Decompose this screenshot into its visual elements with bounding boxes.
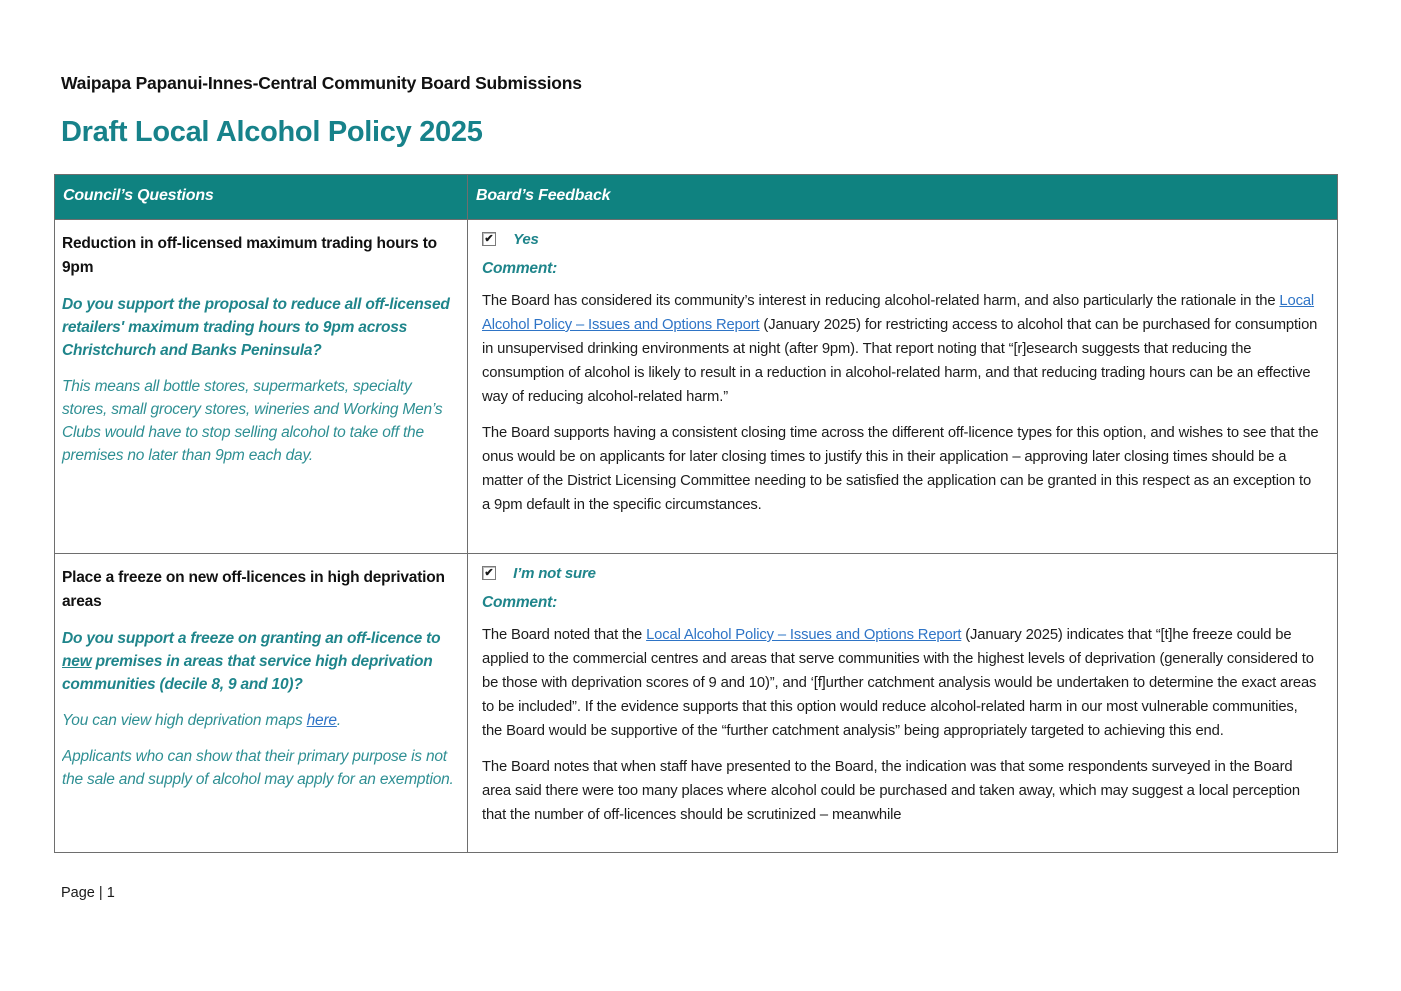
submissions-table xyxy=(54,174,1338,853)
feedback-cell xyxy=(468,220,1338,554)
here-link[interactable]: here xyxy=(306,712,337,729)
paragraph-text: (January 2025) for restricting access to alcohol that can be purchased for consumption in unsupervised drinking environments at night (after 9pm). That report noting that “[r]esearch suggests that reducing the consumption of alcohol is likely to result in a reduction in alcohol-related harm, and that reducing trading hours can be an effective way of reducing alcohol-related harm.” xyxy=(482,317,1318,405)
answer-checkbox[interactable] xyxy=(482,232,496,246)
question-heading: Reduction in off-licensed maximum trading hours to 9pm xyxy=(62,235,437,276)
feedback-paragraph: The Board notes that when staff have presented to the Board, the indication was that some respondents surveyed in the Board area said there were too many places where alcohol could be purchased and taken away, which may suggest a local perception that the number of off-licences should be scrutinized – meanwhile xyxy=(482,759,1300,823)
answer-checkbox[interactable] xyxy=(482,566,496,580)
answer-line xyxy=(482,231,1321,248)
report-link[interactable]: Local Alcohol Policy – Issues and Options Report xyxy=(646,627,962,643)
cell-content xyxy=(62,566,459,804)
question-prompt: Do you support the proposal to reduce all off-licensed retailers' maximum trading hours to 9pm across Christchurch and Banks Peninsula? xyxy=(62,296,450,359)
checkmark-icon: ✔ xyxy=(484,233,494,245)
question-cell xyxy=(55,220,468,554)
question-note xyxy=(62,709,459,732)
paragraph-text: The Board noted that the xyxy=(482,627,647,643)
table-row xyxy=(55,220,1338,554)
feedback-paragraph: The Board supports having a consistent closing time across the different off-licence types for this option, and wishes to see that the onus would be on applicants for later closing times to justify this in their application – approving later closing times should be a matter of the District Licensing Committee needing to be satisfied the application can be granted in this respect as an exception to a 9pm default in the specific circumstances. xyxy=(482,425,1319,513)
question-cell xyxy=(55,554,468,853)
underlined-word: new xyxy=(62,653,92,670)
table-header-row xyxy=(55,175,1338,220)
column-header-questions xyxy=(55,175,468,220)
answer-line xyxy=(482,565,1321,582)
column-header-feedback-label: Board’s Feedback xyxy=(476,187,611,204)
question-note: This means all bottle stores, supermarkets, specialty stores, small grocery stores, wineries and Working Men’s Clubs would have to stop selling alcohol to take off the premises no later than 9pm each day. xyxy=(62,378,443,464)
table-row xyxy=(55,554,1338,853)
report-link[interactable]: Local Alcohol Policy – Issues and Options Report xyxy=(482,293,1315,333)
feedback-cell xyxy=(468,554,1338,853)
checkmark-icon: ✔ xyxy=(484,567,494,579)
question-prompt xyxy=(62,627,459,696)
question-note: Applicants who can show that their primary purpose is not the sale and supply of alcohol may apply for an exemption. xyxy=(62,748,454,788)
answer-label: I’m not sure xyxy=(513,565,596,582)
note-text: You can view high deprivation maps xyxy=(62,712,307,729)
page-number: Page | 1 xyxy=(61,885,115,901)
page-title: Draft Local Alcohol Policy 2025 xyxy=(61,116,483,148)
doc-subtitle: Waipapa Papanui-Innes-Central Community Board Submissions xyxy=(61,73,582,93)
paragraph-text: The Board has considered its community’s interest in reducing alcohol-related harm, and also particularly the rationale in the xyxy=(482,293,1280,309)
cell-content xyxy=(482,565,1321,839)
feedback-paragraph xyxy=(482,289,1321,409)
comment-label: Comment: xyxy=(482,594,558,611)
feedback-paragraph xyxy=(482,623,1321,743)
note-text: . xyxy=(336,712,341,729)
comment-label: Comment: xyxy=(482,260,558,277)
question-heading: Place a freeze on new off-licences in high deprivation areas xyxy=(62,569,445,610)
prompt-text: premises in areas that service high deprivation communities (decile 8, 9 and 10)? xyxy=(62,653,433,693)
column-header-feedback xyxy=(468,175,1338,220)
prompt-text: Do you support a freeze on granting an off-licence to xyxy=(62,630,441,647)
column-header-questions-label: Council’s Questions xyxy=(63,187,214,204)
paragraph-text: (January 2025) indicates that “[t]he freeze could be applied to the commercial centres and areas that serve communities with the highest levels of deprivation (generally considered to be those with deprivation scores of 9 and 10)”, and ‘[f]urther catchment analysis would be undertaken to determine the exact areas to be included”. If the evidence supports that this option would reduce alcohol-related harm in our most vulnerable communities, the Board would be supportive of the “further catchment analysis” being appropriately targeted to achieving this end. xyxy=(482,627,1317,739)
answer-label: Yes xyxy=(513,231,539,248)
